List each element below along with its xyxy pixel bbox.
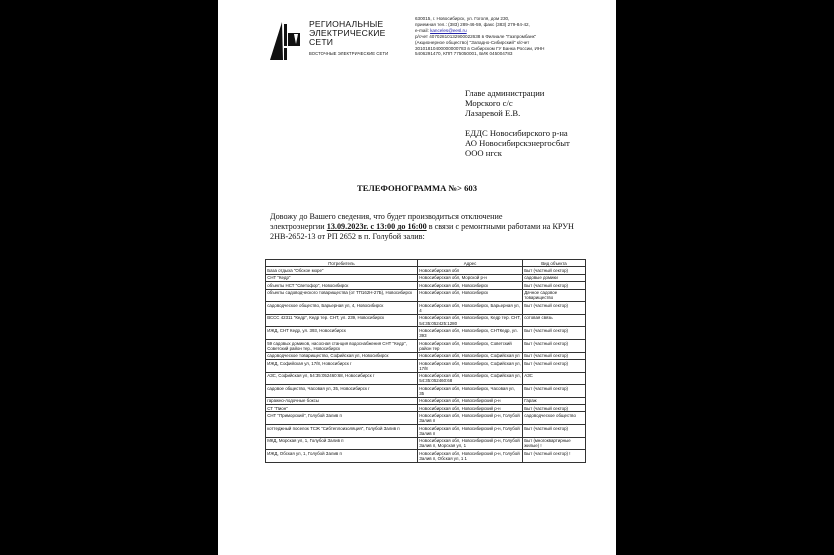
brand-name: РЕГИОНАЛЬНЫЕ ЭЛЕКТРИЧЕСКИЕ СЕТИ ВОСТОЧНЫЕ ЭЛЕКТРИЧЕСКИЕ СЕТИ: [309, 19, 389, 56]
object-type-cell: Быт (частный сектор): [523, 425, 586, 438]
address-cell: Новосибирская обл, Новосибирск, Советский район тер: [418, 339, 523, 352]
consumer-cell: МКД, Морская ул, 1, Голубой Залив п: [266, 437, 418, 450]
address-cell: Новосибирская обл, Новосибирск, Софийская ул, 17/8: [419, 360, 521, 371]
consumer-cell: объекты садоводческого товарищества (от ТП162Н-27Б), Новосибирск: [266, 289, 418, 302]
consumer-cell: База отдыха "Обское море": [266, 267, 418, 274]
consumer-cell: гаражно-лодочные боксы: [266, 397, 418, 404]
consumer-cell: ВССС 42311 "Кедр", Кедр тер. СНТ, ул. 239, Новосибирск: [266, 314, 418, 327]
table-row: [266, 359, 586, 372]
table-row: [266, 352, 586, 359]
table-row: [266, 314, 586, 327]
object-type-cell: садовые домики: [523, 274, 586, 281]
consumer-cell: ИЖД, СНТ Кедр, ул. 393, Новосибирск: [266, 327, 418, 340]
object-type-cell: Быт (частный сектор): [523, 405, 586, 412]
consumer-cell: объекты НСТ "Светофор", Новосибирск: [266, 282, 418, 289]
address-cell: Новосибирская обл: [418, 267, 523, 274]
address-cell: Новосибирская обл, Новосибирск, Софийская ул: [418, 352, 523, 359]
table-row: [266, 302, 586, 315]
table-row: [266, 274, 586, 281]
address-cell: Новосибирская обл, Морской р-н: [418, 274, 523, 281]
address-cell: Новосибирская обл, Новосибирский р-н: [418, 405, 523, 412]
outage-time: 13.09.2023г. с 13:00 до 16:00: [326, 222, 427, 232]
consumer-cell: ИЖД, Софийская ул, 17/8, Новосибирск г: [266, 359, 418, 372]
table-row: [266, 327, 586, 340]
table-row: [266, 372, 586, 385]
consumer-cell: 59 садовых домиков, насосная станция водоснабжения СНТ "Кедр", Советский район тер., Новосибирск: [266, 339, 418, 352]
table-row: [266, 397, 586, 404]
message-body: Довожу до Вашего сведения, что будет производиться отключение электроэнергии 13.09.2023г. с 13:00 до 16:00 в связи с ремонтными работами на КРУН 2HB-2652-13 от РП 2652 в п. Голубой залив:: [270, 212, 574, 242]
consumer-cell: садовое общество, Часовая ул, 35, Новосибирск г: [266, 385, 418, 398]
object-type-cell: АЗС: [523, 372, 586, 385]
company-logo: [270, 16, 304, 62]
header-object-type: Вид объекта: [523, 260, 586, 267]
address-cell: Новосибирская обл, Новосибирск: [418, 282, 523, 289]
address-cell: Новосибирская обл, Новосибирск, Софийская ул, 54:35:052460:68: [419, 373, 521, 384]
address-cell: Новосибирская обл, Новосибирский р-н, Голубой Залив п: [418, 412, 523, 425]
consumers-table: [265, 259, 586, 463]
address-cell: Новосибирская обл, Новосибирск, Кедр тер. СНТ, 54:35:052425:1280: [419, 315, 521, 326]
address-cell: Новосибирская обл, Новосибирский р-н, Голубой Залив п, Морская ул, 1: [418, 437, 523, 450]
address-cell: Новосибирская обл, Новосибирский р-н, Голубой Залив п: [418, 425, 523, 438]
address-cell: Новосибирская обл, Новосибирск, Барьерная ул, 4: [418, 302, 523, 315]
table-row: [266, 425, 586, 438]
consumer-cell: АЗС, Софийская ул, 54:35:052460:68, Новосибирск г: [266, 372, 418, 385]
address-cell: Новосибирская обл, Новосибирский р-н, Голубой Залив п, Обская ул, 1 1: [418, 450, 523, 463]
table-row: [266, 282, 586, 289]
object-type-cell: Быт (частный сектор): [523, 302, 586, 315]
object-type-cell: садоводческое общество: [523, 412, 586, 425]
object-type-cell: Быт (частный сектор): [523, 282, 586, 289]
object-type-cell: Быт (частный сектор): [523, 339, 586, 352]
object-type-cell: Быт (частный сектор): [523, 352, 586, 359]
consumer-cell: ИЖД, Обская ул, 1, Голубой Залив п: [266, 450, 418, 463]
object-type-cell: Быт (многоквартирные жилые) !: [523, 437, 586, 450]
email-link[interactable]: kanceles@eesl.ru: [430, 27, 467, 33]
consumer-cell: СНТ "Кедр": [266, 274, 418, 281]
header-address: Адрес: [418, 260, 523, 267]
table-row: [266, 385, 586, 398]
consumer-cell: коттеджный поселок ТСЖ "Сибтеплоизоляция", Голубой Залив п: [266, 425, 418, 438]
address-cell: Новосибирская обл, Новосибирск, Часовая ул, 35: [418, 385, 523, 398]
object-type-cell: Дачное садовое товарищество: [523, 289, 586, 302]
table-row: [266, 412, 586, 425]
table-header-row: [266, 260, 586, 267]
object-type-cell: Быт (частный сектор): [523, 327, 586, 340]
consumer-cell: СНТ "Приморский", Голубой Залив п: [266, 412, 418, 425]
object-type-cell: Быт (частный сектор): [523, 385, 586, 398]
table-row: [266, 289, 586, 302]
table-row: [266, 450, 586, 463]
consumer-cell: СТ "Пион": [266, 405, 418, 412]
table-row: [266, 267, 586, 274]
table-row: [266, 405, 586, 412]
addressee-block: Главе администрации Морского с/с Лазаревой Е.В. ЕДДС Новосибирского р-на АО Новосибирскэнергосбыт ООО нгск: [465, 88, 570, 158]
address-cell: Новосибирская обл, Новосибирск: [418, 289, 523, 302]
object-type-cell: Быт (частный сектор): [523, 267, 586, 274]
address-cell: Новосибирская обл, Новосибирский р-н: [418, 397, 523, 404]
document-page: [218, 0, 616, 555]
object-type-cell: Гараж: [523, 397, 586, 404]
header-consumer: Потребитель: [266, 260, 418, 267]
table-row: [266, 437, 586, 450]
object-type-cell: сотовая связь: [523, 314, 586, 327]
company-contacts: 630015, г. Новосибирск, ул. Гоголя, дом 230, приемная тел.: (383) 289-46-59, факс (383) 279-84-42, e-mail: kanceles@eesl.ru р/счет 40702810132900022638 в Филиале "Газпромбанк" (Акционерное общество) "Западно-Сибирский" к/счет 30101810400000000783 в Сибирском ГУ Банка России, ИНН 5406291470, КПП 775050001, БИК 045004783: [415, 16, 545, 57]
document-title: ТЕЛЕФОНОГРАММА №> 603: [357, 183, 477, 193]
object-type-cell: Быт (частный сектор) !: [523, 450, 586, 463]
table-row: [266, 339, 586, 352]
address-cell: Новосибирская обл, Новосибирск, СНТКедр, ул. 393: [418, 327, 523, 340]
consumer-cell: садоводческое общество, Барьерная ул, 4, Новосибирск: [266, 302, 418, 315]
consumer-cell: садоводческое товарищество, Софийская ул, Новосибирск: [266, 352, 418, 359]
object-type-cell: Быт (частный сектор): [523, 359, 586, 372]
